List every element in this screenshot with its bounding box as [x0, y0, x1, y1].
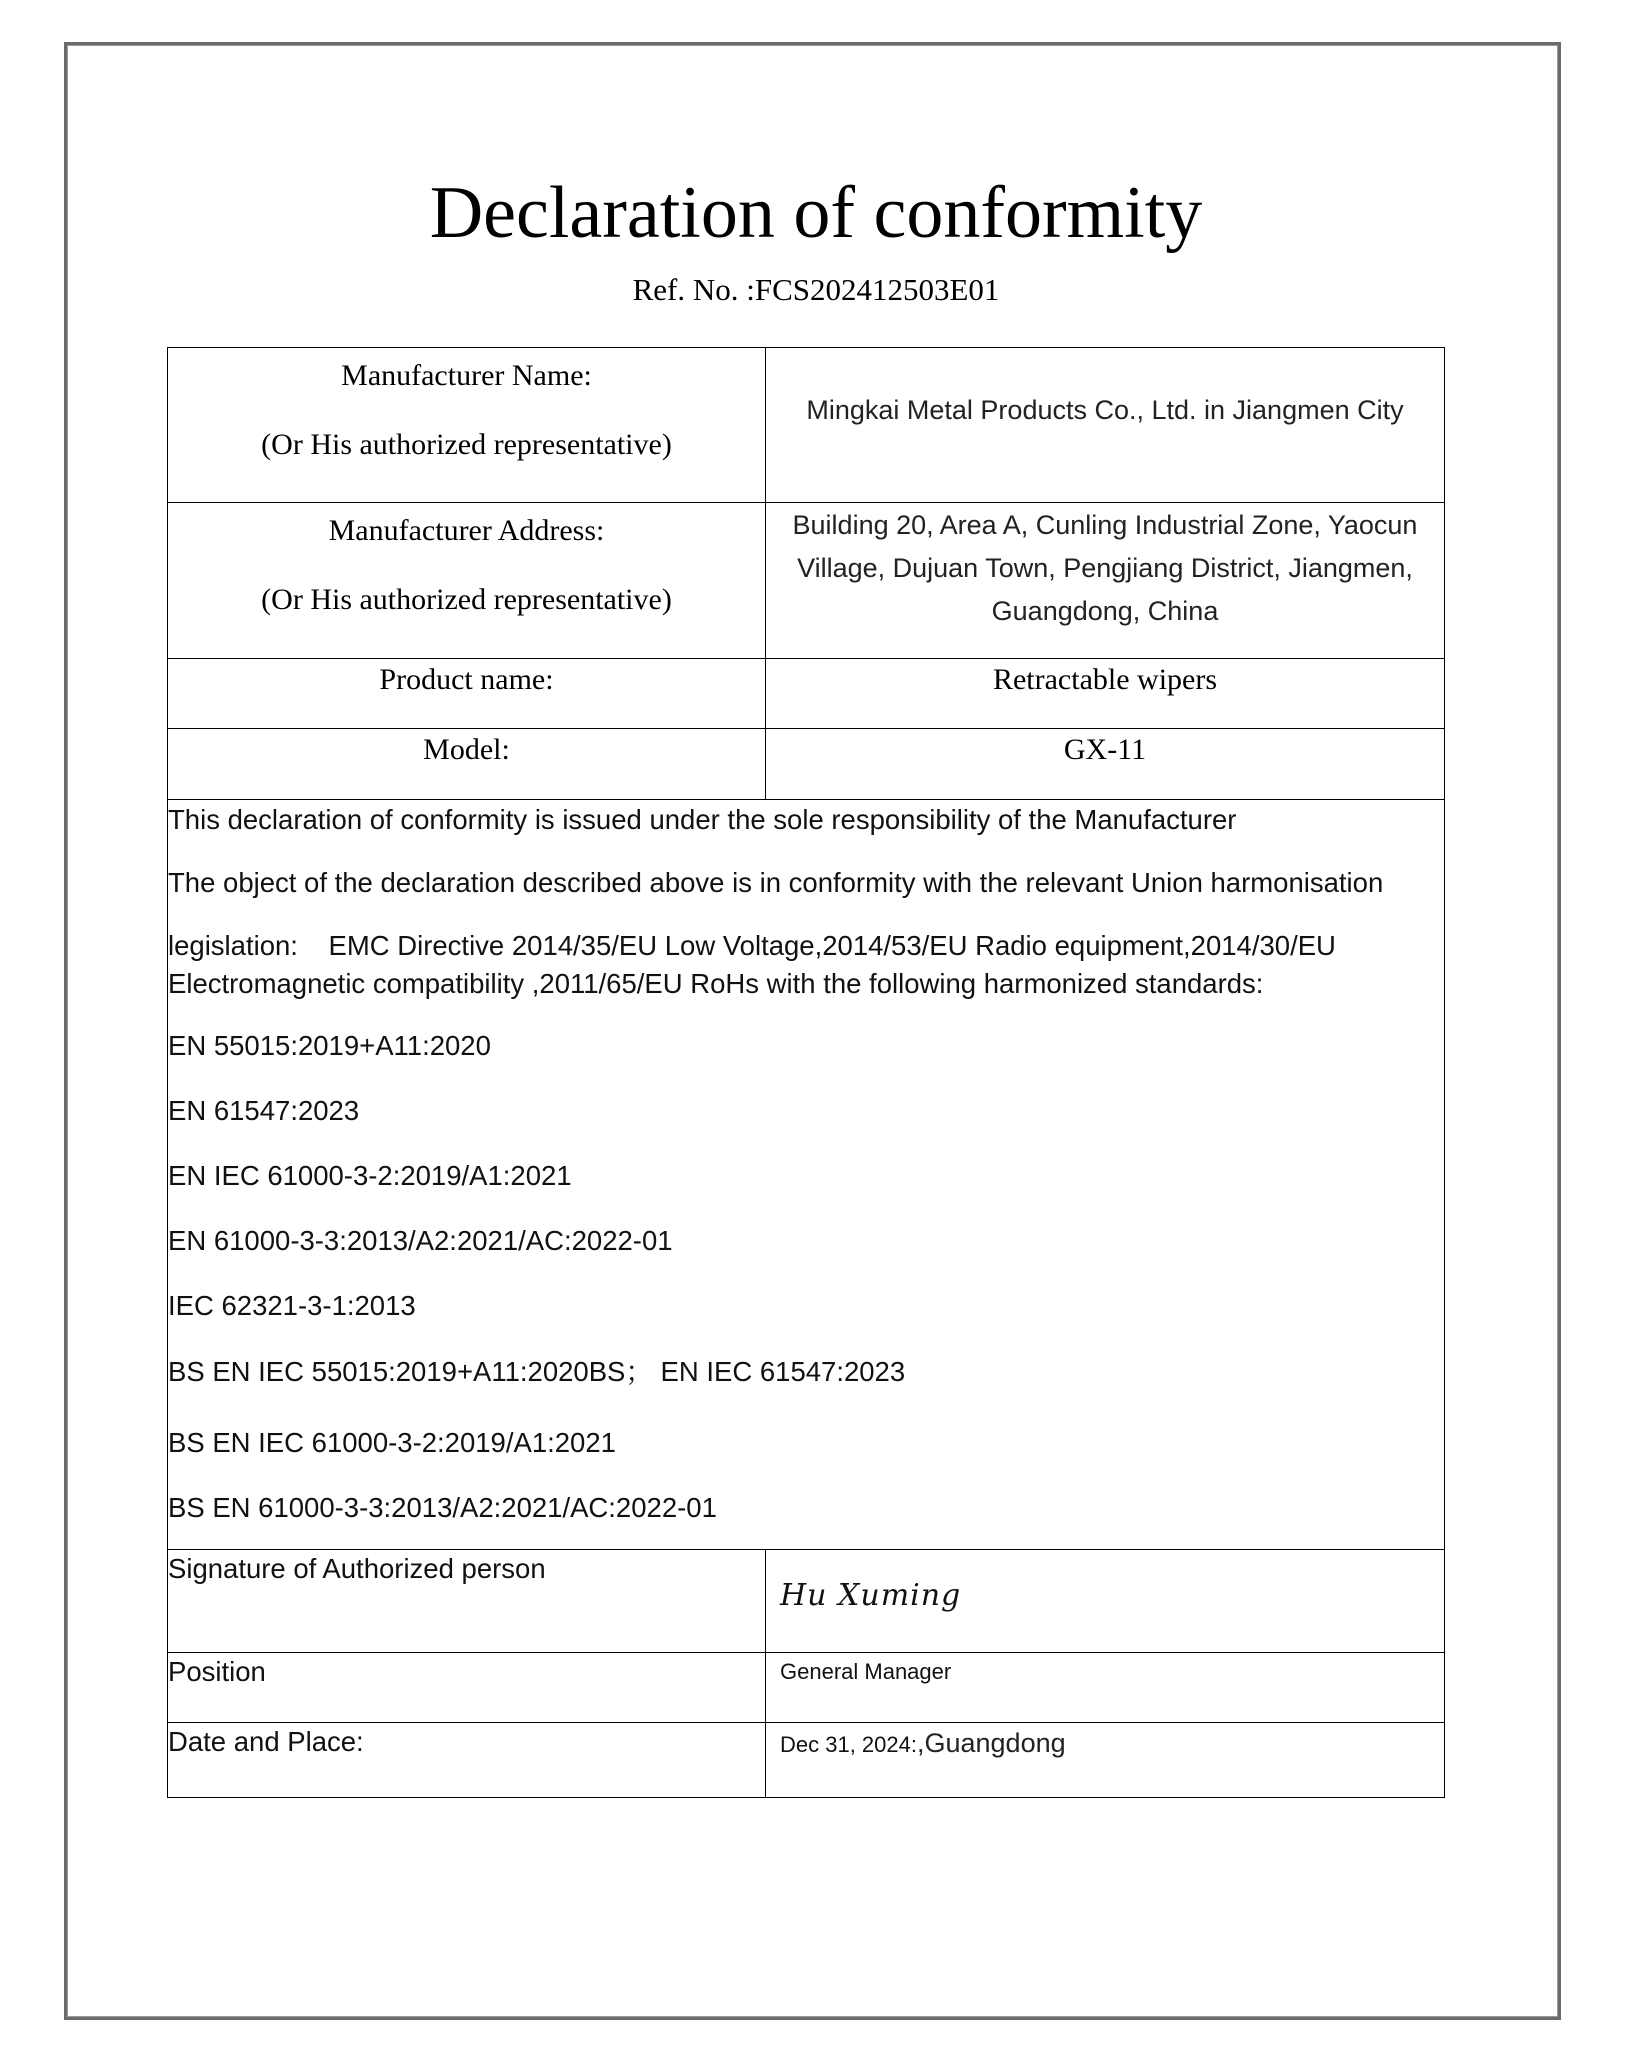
signature-row [168, 1550, 1445, 1653]
signature: Hu Xuming [780, 1578, 962, 1613]
standard-item: BS EN IEC 55015:2019+A11:2020BS； EN IEC 61547:2023 [168, 1356, 906, 1387]
date-place-value [766, 1723, 1444, 1761]
manufacturer-address-sublabel: (Or His authorized representative) [261, 583, 672, 616]
date-place-value-cell [766, 1723, 1445, 1798]
reference-number: Ref. No. :FCS202412503E01 [632, 272, 1000, 307]
date-place-row [168, 1723, 1445, 1798]
manufacturer-address-label-cell [168, 503, 766, 659]
standard-item: EN 61000-3-3:2013/A2:2021/AC:2022-01 [168, 1225, 673, 1256]
product-name-label: Product name: [168, 659, 766, 729]
position-value: General Manager [780, 1659, 952, 1684]
legislation-statement: legislation: EMC Directive 2014/35/EU Low Voltage,2014/53/EU Radio equipment,2014/30/EU Electromagnetic compatibility ,2011/65/EU RoHs with the following harmonized standards: [168, 930, 1336, 999]
standard-item: EN 55015:2019+A11:2020 [168, 1030, 491, 1061]
declaration-body-row [168, 800, 1445, 1550]
standard-item: BS EN IEC 61000-3-2:2019/A1:2021 [168, 1427, 616, 1458]
model-value: GX-11 [766, 729, 1445, 800]
standard-item: EN IEC 61000-3-2:2019/A1:2021 [168, 1160, 572, 1191]
position-row [168, 1653, 1445, 1723]
manufacturer-name-value: Mingkai Metal Products Co., Ltd. in Jiangmen City [806, 395, 1404, 425]
manufacturer-name-label: Manufacturer Name: [341, 359, 592, 392]
manufacturer-address-row [168, 503, 1445, 659]
manufacturer-name-value-cell [766, 348, 1445, 503]
standard-item: EN 61547:2023 [168, 1095, 360, 1126]
manufacturer-name-row [168, 348, 1445, 503]
manufacturer-name-sublabel: (Or His authorized representative) [261, 428, 672, 461]
manufacturer-address-value: Building 20, Area A, Cunling Industrial Zone, Yaocun Village, Dujuan Town, Pengjiang District, Jiangmen, Guangdong, China [792, 510, 1418, 626]
signature-value-cell [766, 1550, 1445, 1653]
signature-label: Signature of Authorized person [168, 1550, 766, 1653]
declaration-statement: This declaration of conformity is issued under the sole responsibility of the Manufacturer [168, 804, 1237, 835]
place-value: ,Guangdong [916, 1728, 1066, 1758]
position-label: Position [168, 1653, 766, 1723]
manufacturer-name-label-cell [168, 348, 766, 503]
standard-item: BS EN 61000-3-3:2013/A2:2021/AC:2022-01 [168, 1492, 717, 1523]
manufacturer-address-value-cell [766, 503, 1445, 659]
model-label: Model: [168, 729, 766, 800]
product-name-value: Retractable wipers [766, 659, 1445, 729]
declaration-table [167, 347, 1445, 1798]
date-value: Dec 31, 2024: [780, 1732, 917, 1757]
conformity-statement: The object of the declaration described above is in conformity with the relevant Union harmonisation [168, 867, 1384, 898]
position-value-cell [766, 1653, 1445, 1723]
manufacturer-address-label: Manufacturer Address: [328, 514, 605, 547]
declaration-body [168, 800, 1445, 1550]
date-place-label: Date and Place: [168, 1723, 766, 1798]
model-row [168, 729, 1445, 800]
standard-item: IEC 62321-3-1:2013 [168, 1290, 416, 1321]
product-name-row [168, 659, 1445, 729]
document-title: Declaration of conformity [429, 172, 1203, 254]
